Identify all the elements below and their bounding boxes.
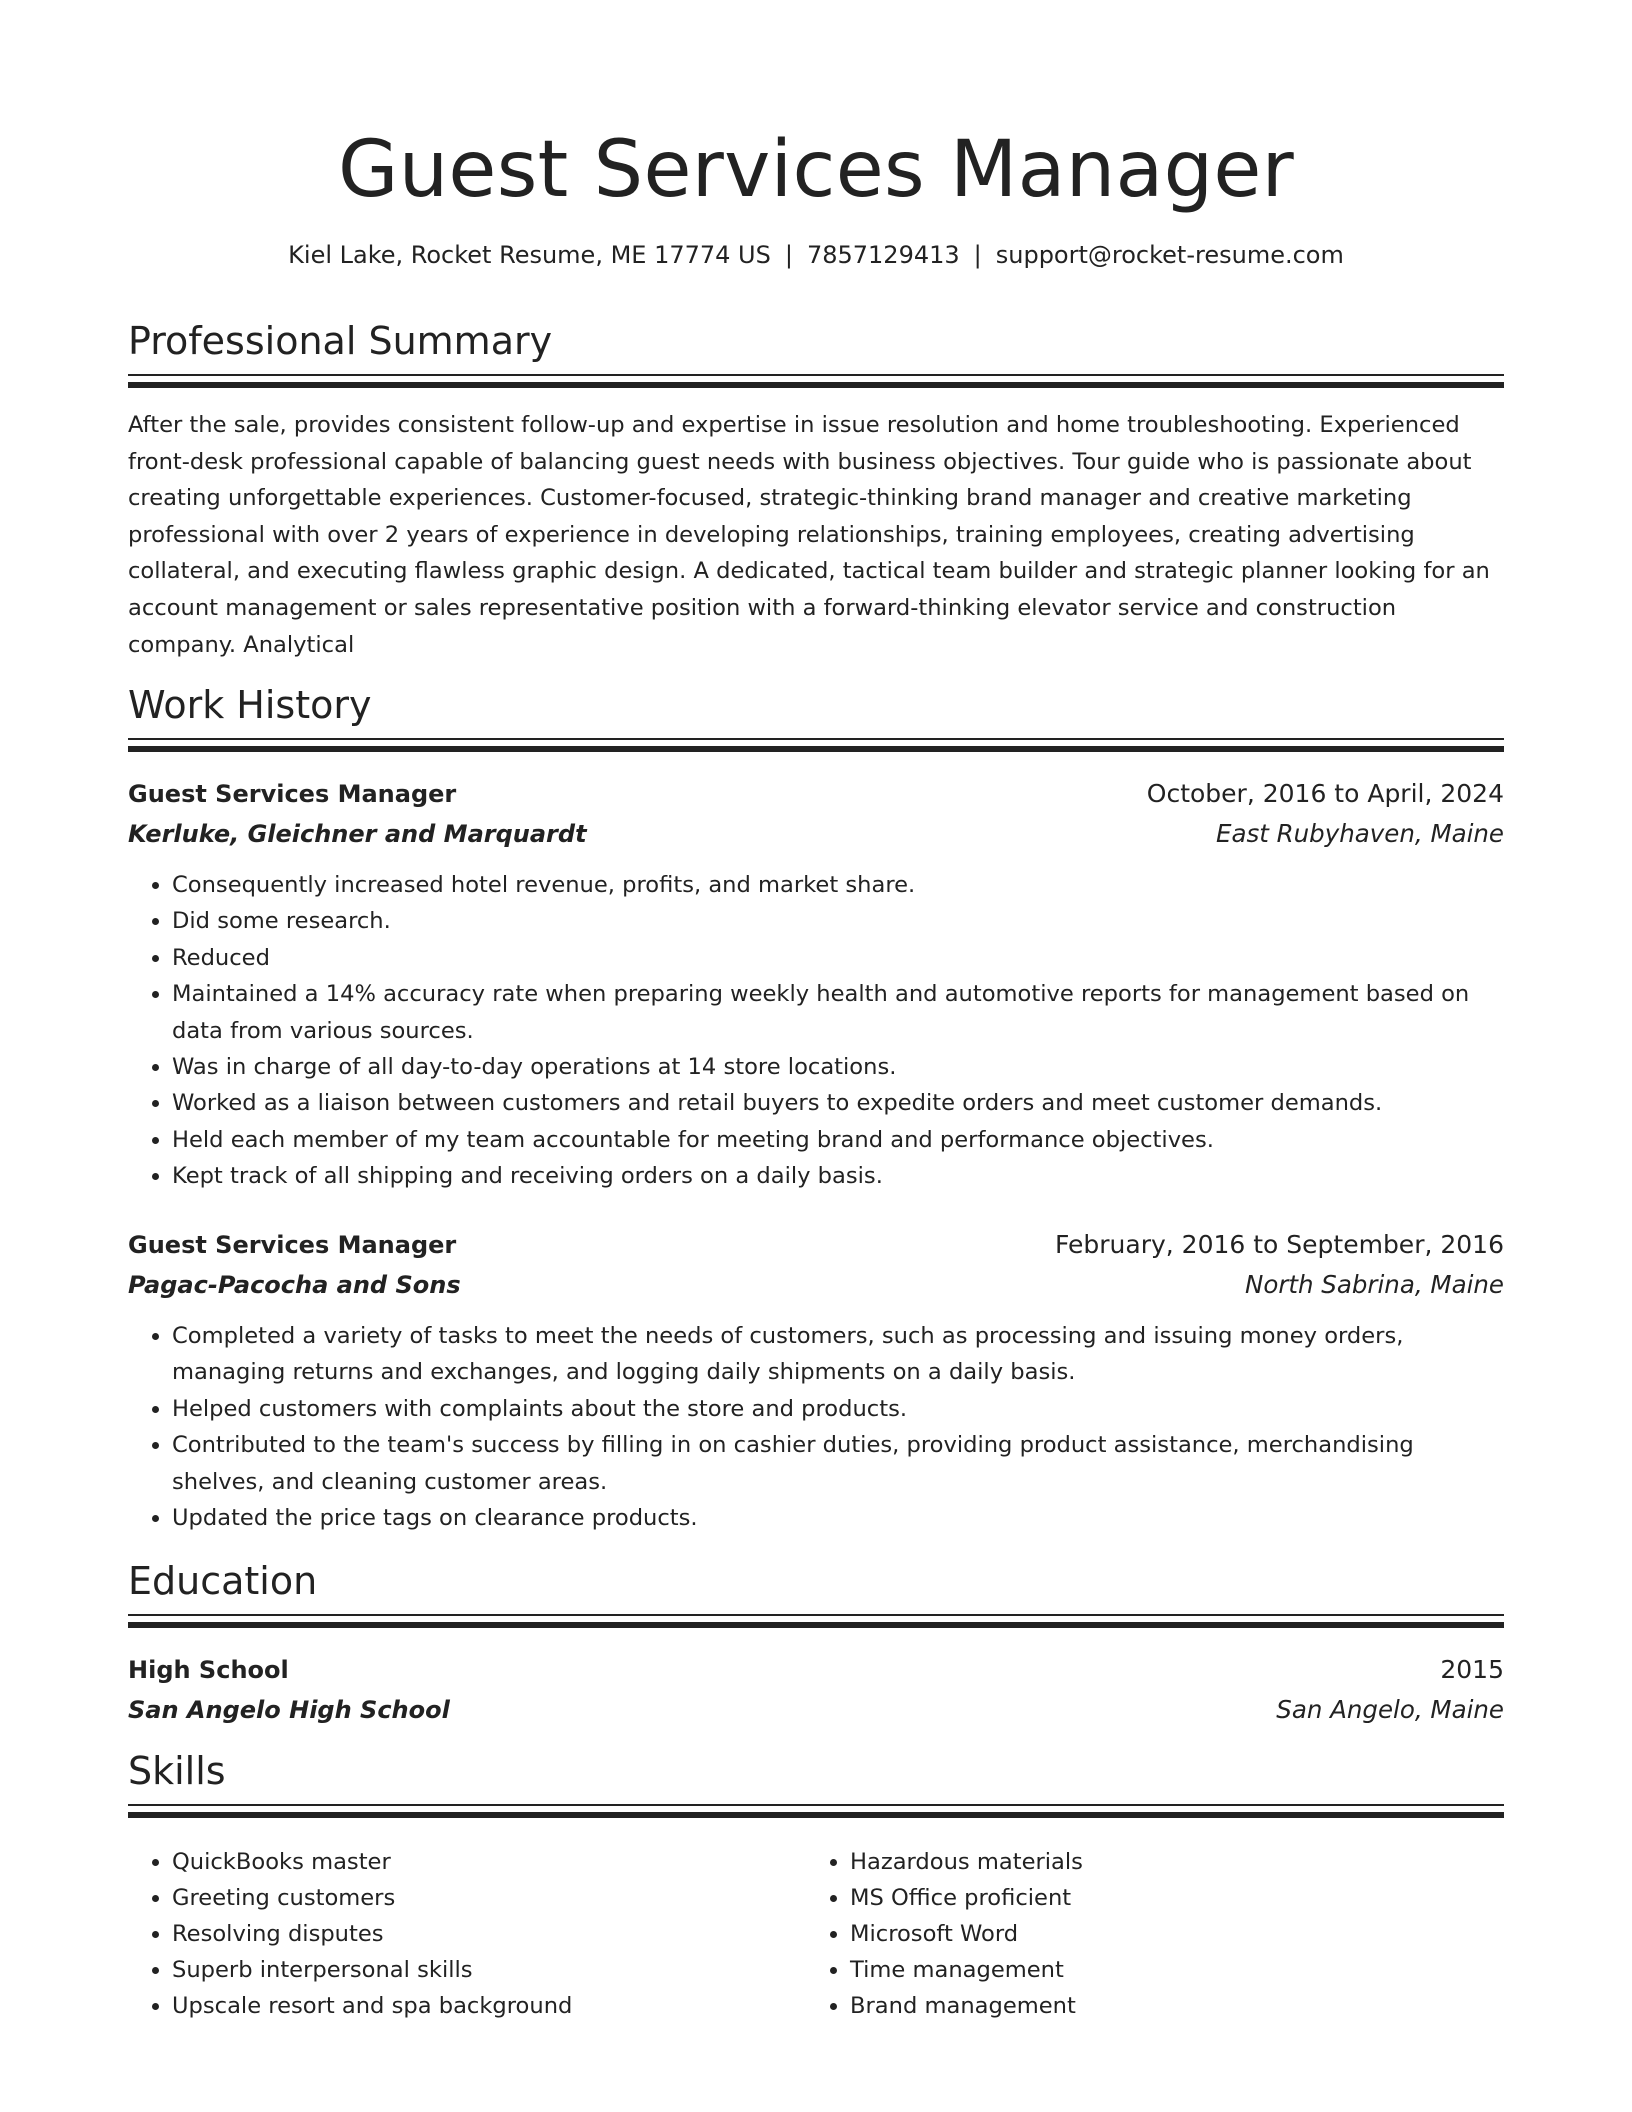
section-title-skills: Skills (128, 1749, 226, 1793)
job-bullet: • Contributed to the team's success by filling in on cashier duties, providing product assistance, merchandising shelves, and cleaning customer areas. (172, 1427, 1504, 1500)
job-bullet: • Worked as a liaison between customers and retail buyers to expedite orders and meet customer demands. (172, 1085, 1504, 1121)
contact-phone: 7857129413 (806, 241, 960, 269)
job-bullets (128, 867, 1504, 1195)
skill-item: • Superb interpersonal skills (172, 1952, 832, 1988)
skill-item: • Resolving disputes (172, 1916, 832, 1952)
job-location: East Rubyhaven, Maine (1215, 819, 1504, 848)
job-bullets (128, 1318, 1504, 1536)
job-company: Pagac-Pacocha and Sons (128, 1271, 461, 1299)
skill-item: • Time management (850, 1952, 1510, 1988)
education-header-row (128, 1650, 1504, 1690)
job-company: Kerluke, Gleichner and Marquardt (128, 820, 587, 848)
job-bullet: • Was in charge of all day-to-day operations at 14 store locations. (172, 1049, 1504, 1085)
education-degree: High School (128, 1656, 289, 1684)
job-bullet: • Helped customers with complaints about the store and products. (172, 1391, 1504, 1427)
skills-list-right (806, 1844, 1510, 2024)
skill-item: • Greeting customers (172, 1880, 832, 1916)
skill-item: • Hazardous materials (850, 1844, 1510, 1880)
job-bullet: • Held each member of my team accountable for meeting brand and performance objectives. (172, 1122, 1504, 1158)
section-title-education: Education (128, 1559, 318, 1603)
skill-item: • MS Office proficient (850, 1880, 1510, 1916)
skill-item: • Microsoft Word (850, 1916, 1510, 1952)
job-bullet: • Completed a variety of tasks to meet the needs of customers, such as processing and issuing money orders, managing returns and exchanges, and logging daily shipments on a daily basis. (172, 1318, 1504, 1391)
job-header-row (128, 774, 1504, 814)
education-school-row (128, 1690, 1504, 1730)
skill-item: • Upscale resort and spa background (172, 1988, 832, 2024)
education-year: 2015 (1440, 1655, 1504, 1684)
skill-item: • QuickBooks master (172, 1844, 832, 1880)
job-dates: October, 2016 to April, 2024 (1146, 779, 1504, 808)
contact-line (128, 238, 1504, 272)
skills-list-left (128, 1844, 832, 2024)
section-title-work-history: Work History (128, 683, 372, 727)
section-divider (128, 1614, 1504, 1628)
job-location: North Sabrina, Maine (1245, 1270, 1504, 1299)
section-divider (128, 738, 1504, 752)
job-bullet: • Updated the price tags on clearance products. (172, 1500, 1504, 1536)
education-location: San Angelo, Maine (1276, 1695, 1504, 1724)
job-bullet: • Did some research. (172, 903, 1504, 939)
contact-address: Kiel Lake, Rocket Resume, ME 17774 US (288, 241, 771, 269)
job-bullet: • Maintained a 14% accuracy rate when preparing weekly health and automotive reports for management based on data from various sources. (172, 976, 1504, 1049)
skill-item: • Brand management (850, 1988, 1510, 2024)
job-bullet: • Reduced (172, 940, 1504, 976)
section-divider (128, 1804, 1504, 1818)
summary-text: After the sale, provides consistent follow-up and expertise in issue resolution and home troubleshooting. Experienced front-desk professional capable of balancing guest needs with business objectives. Tour guide who is passionate about creating unforgettable experiences. Customer-focused, strategic-thinking brand manager and creative marketing professional with over 2 years of experience in developing relationships, training employees, creating advertising collateral, and executing flawless graphic design. A dedicated, tactical team builder and strategic planner looking for an account management or sales representative position with a forward-thinking elevator service and construction company. Analytical (128, 412, 1490, 658)
job-header-row (128, 1225, 1504, 1265)
section-title-summary: Professional Summary (128, 319, 553, 363)
job-company-row (128, 1265, 1504, 1305)
resume-name: Guest Services Manager (337, 125, 1295, 215)
job-bullet: • Consequently increased hotel revenue, profits, and market share. (172, 867, 1504, 903)
education-school: San Angelo High School (128, 1696, 450, 1724)
job-title: Guest Services Manager (128, 780, 457, 808)
section-divider (128, 374, 1504, 388)
job-title: Guest Services Manager (128, 1231, 457, 1259)
contact-separator: | (784, 241, 793, 269)
job-bullet: • Kept track of all shipping and receiving orders on a daily basis. (172, 1158, 1504, 1194)
contact-email: support@rocket-resume.com (995, 241, 1344, 269)
job-dates: February, 2016 to September, 2016 (1055, 1230, 1504, 1259)
contact-separator: | (973, 241, 982, 269)
job-company-row (128, 814, 1504, 854)
